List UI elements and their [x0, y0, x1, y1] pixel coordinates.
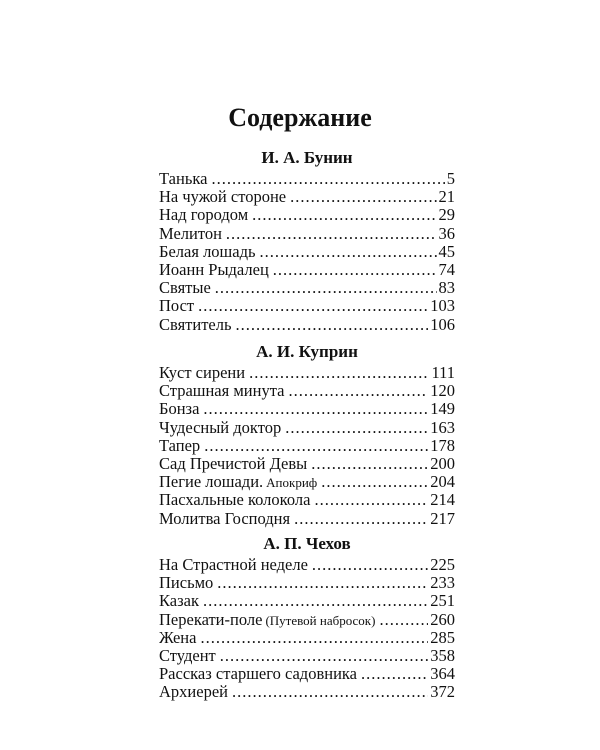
- entry-title: Жена: [159, 627, 197, 647]
- dot-leader: [220, 647, 428, 665]
- entry-note: Апокриф: [266, 475, 318, 491]
- dot-leader: [260, 243, 437, 261]
- entry-title: Бонза: [159, 399, 200, 419]
- dot-leader: [314, 491, 428, 509]
- entry-page: 364: [430, 664, 455, 684]
- dot-leader: [203, 400, 428, 418]
- entry-page: 111: [431, 363, 455, 382]
- entry-page: 358: [430, 645, 455, 665]
- entry-title: Святитель: [159, 314, 232, 334]
- toc-entry[interactable]: [159, 279, 455, 297]
- entry-title: Святые: [159, 278, 211, 298]
- dot-leader: [285, 419, 428, 437]
- toc-entry[interactable]: [159, 382, 455, 400]
- entry-page: 204: [430, 472, 455, 492]
- dot-leader: [379, 611, 428, 629]
- entry-page: 149: [430, 399, 455, 419]
- entry-title: Мелитон: [159, 223, 222, 243]
- entry-title: Над городом: [159, 205, 249, 225]
- toc-entry[interactable]: [159, 629, 455, 647]
- dot-leader: [226, 225, 437, 243]
- entry-page: 285: [430, 627, 455, 647]
- toc-entry[interactable]: [159, 400, 455, 418]
- entry-title: Страшная минута: [159, 381, 285, 401]
- entry-page: 74: [438, 259, 455, 279]
- entry-title: Чудесный доктор: [159, 417, 282, 437]
- entry-page: 120: [430, 381, 455, 401]
- toc-entry[interactable]: [159, 473, 455, 491]
- dot-leader: [252, 206, 436, 224]
- entry-page: 36: [438, 223, 455, 243]
- entry-page: 217: [430, 508, 455, 528]
- toc-entry[interactable]: [159, 188, 455, 206]
- toc-entry[interactable]: [159, 665, 455, 683]
- dot-leader: [321, 473, 428, 491]
- entry-title: Студент: [159, 645, 216, 665]
- entry-title: Пасхальные колокола: [159, 490, 311, 510]
- entry-page: 83: [438, 278, 455, 298]
- toc-section-bunin: [159, 148, 455, 334]
- entry-title: Пост: [159, 296, 195, 316]
- toc-entry[interactable]: [159, 683, 455, 701]
- entry-title: Письмо: [159, 573, 214, 593]
- dot-leader: [200, 629, 428, 647]
- toc-entry[interactable]: [159, 243, 455, 261]
- entry-title: Куст сирени: [159, 363, 246, 382]
- entry-title: Архиерей: [159, 682, 228, 702]
- entry-title: Иоанн Рыдалец: [159, 259, 269, 279]
- dot-leader: [249, 364, 429, 382]
- dot-leader: [361, 665, 428, 683]
- dot-leader: [232, 683, 428, 701]
- entry-page: 106: [430, 314, 455, 334]
- entry-title: На Страстной неделе: [159, 555, 308, 574]
- dot-leader: [294, 510, 428, 528]
- dot-leader: [273, 261, 437, 279]
- entry-title: Молитва Господня: [159, 508, 291, 528]
- entry-title: Пегие лошади.: [159, 472, 264, 492]
- entry-note: (Путевой набросок): [265, 612, 376, 628]
- section-author: А. И. Куприн: [256, 342, 358, 361]
- entry-title: Танька: [159, 169, 208, 188]
- section-author: А. П. Чехов: [263, 534, 351, 553]
- entry-title: Белая лошадь: [159, 241, 256, 261]
- entry-page: 251: [430, 591, 455, 611]
- toc-entry[interactable]: [159, 556, 455, 574]
- entry-page: 45: [438, 241, 455, 261]
- entry-page: 214: [430, 490, 455, 510]
- entry-page: 29: [438, 205, 455, 225]
- toc-entry[interactable]: [159, 455, 455, 473]
- dot-leader: [312, 556, 428, 574]
- entry-page: 260: [430, 609, 455, 629]
- entry-title: Перекати-поле: [159, 609, 263, 629]
- entry-page: 225: [430, 555, 455, 574]
- dot-leader: [290, 188, 436, 206]
- toc-entry[interactable]: [159, 437, 455, 455]
- toc-section-chekhov: [159, 534, 455, 702]
- entry-page: 103: [430, 296, 455, 316]
- toc-entry[interactable]: [159, 592, 455, 610]
- section-author: И. А. Бунин: [261, 148, 353, 167]
- toc-entry[interactable]: [159, 297, 455, 315]
- entry-page: 233: [430, 573, 455, 593]
- entry-title: Казак: [159, 591, 199, 611]
- entry-page: 5: [446, 169, 455, 188]
- toc-entry[interactable]: [159, 225, 455, 243]
- entry-title: На чужой стороне: [159, 187, 287, 207]
- dot-leader: [203, 592, 428, 610]
- entry-title: Рассказ старшего садовника: [159, 664, 357, 684]
- toc-entry[interactable]: [159, 510, 455, 528]
- dot-leader: [236, 316, 429, 334]
- dot-leader: [204, 437, 428, 455]
- toc-entry[interactable]: [159, 170, 455, 188]
- entry-title: Тапер: [159, 435, 201, 455]
- entry-page: 163: [430, 417, 455, 437]
- toc-entry[interactable]: [159, 647, 455, 665]
- toc-entry[interactable]: [159, 574, 455, 592]
- dot-leader: [211, 170, 444, 188]
- entry-page: 178: [430, 435, 455, 455]
- toc-entry[interactable]: [159, 206, 455, 224]
- toc-entry[interactable]: [159, 491, 455, 509]
- toc-entry[interactable]: [159, 611, 455, 629]
- toc-entry[interactable]: [159, 261, 455, 279]
- toc-section-kuprin: [159, 342, 455, 528]
- dot-leader: [215, 279, 437, 297]
- dot-leader: [288, 382, 428, 400]
- entry-page: 372: [430, 682, 455, 702]
- entry-page: 200: [430, 453, 455, 473]
- dot-leader: [198, 297, 428, 315]
- toc-entry[interactable]: [159, 316, 455, 334]
- page-title: Содержание: [228, 103, 372, 132]
- toc-entry[interactable]: [159, 364, 455, 382]
- entry-page: 21: [438, 187, 455, 207]
- dot-leader: [311, 455, 428, 473]
- dot-leader: [217, 574, 428, 592]
- toc-entry[interactable]: [159, 419, 455, 437]
- entry-title: Сад Пречистой Девы: [159, 453, 308, 473]
